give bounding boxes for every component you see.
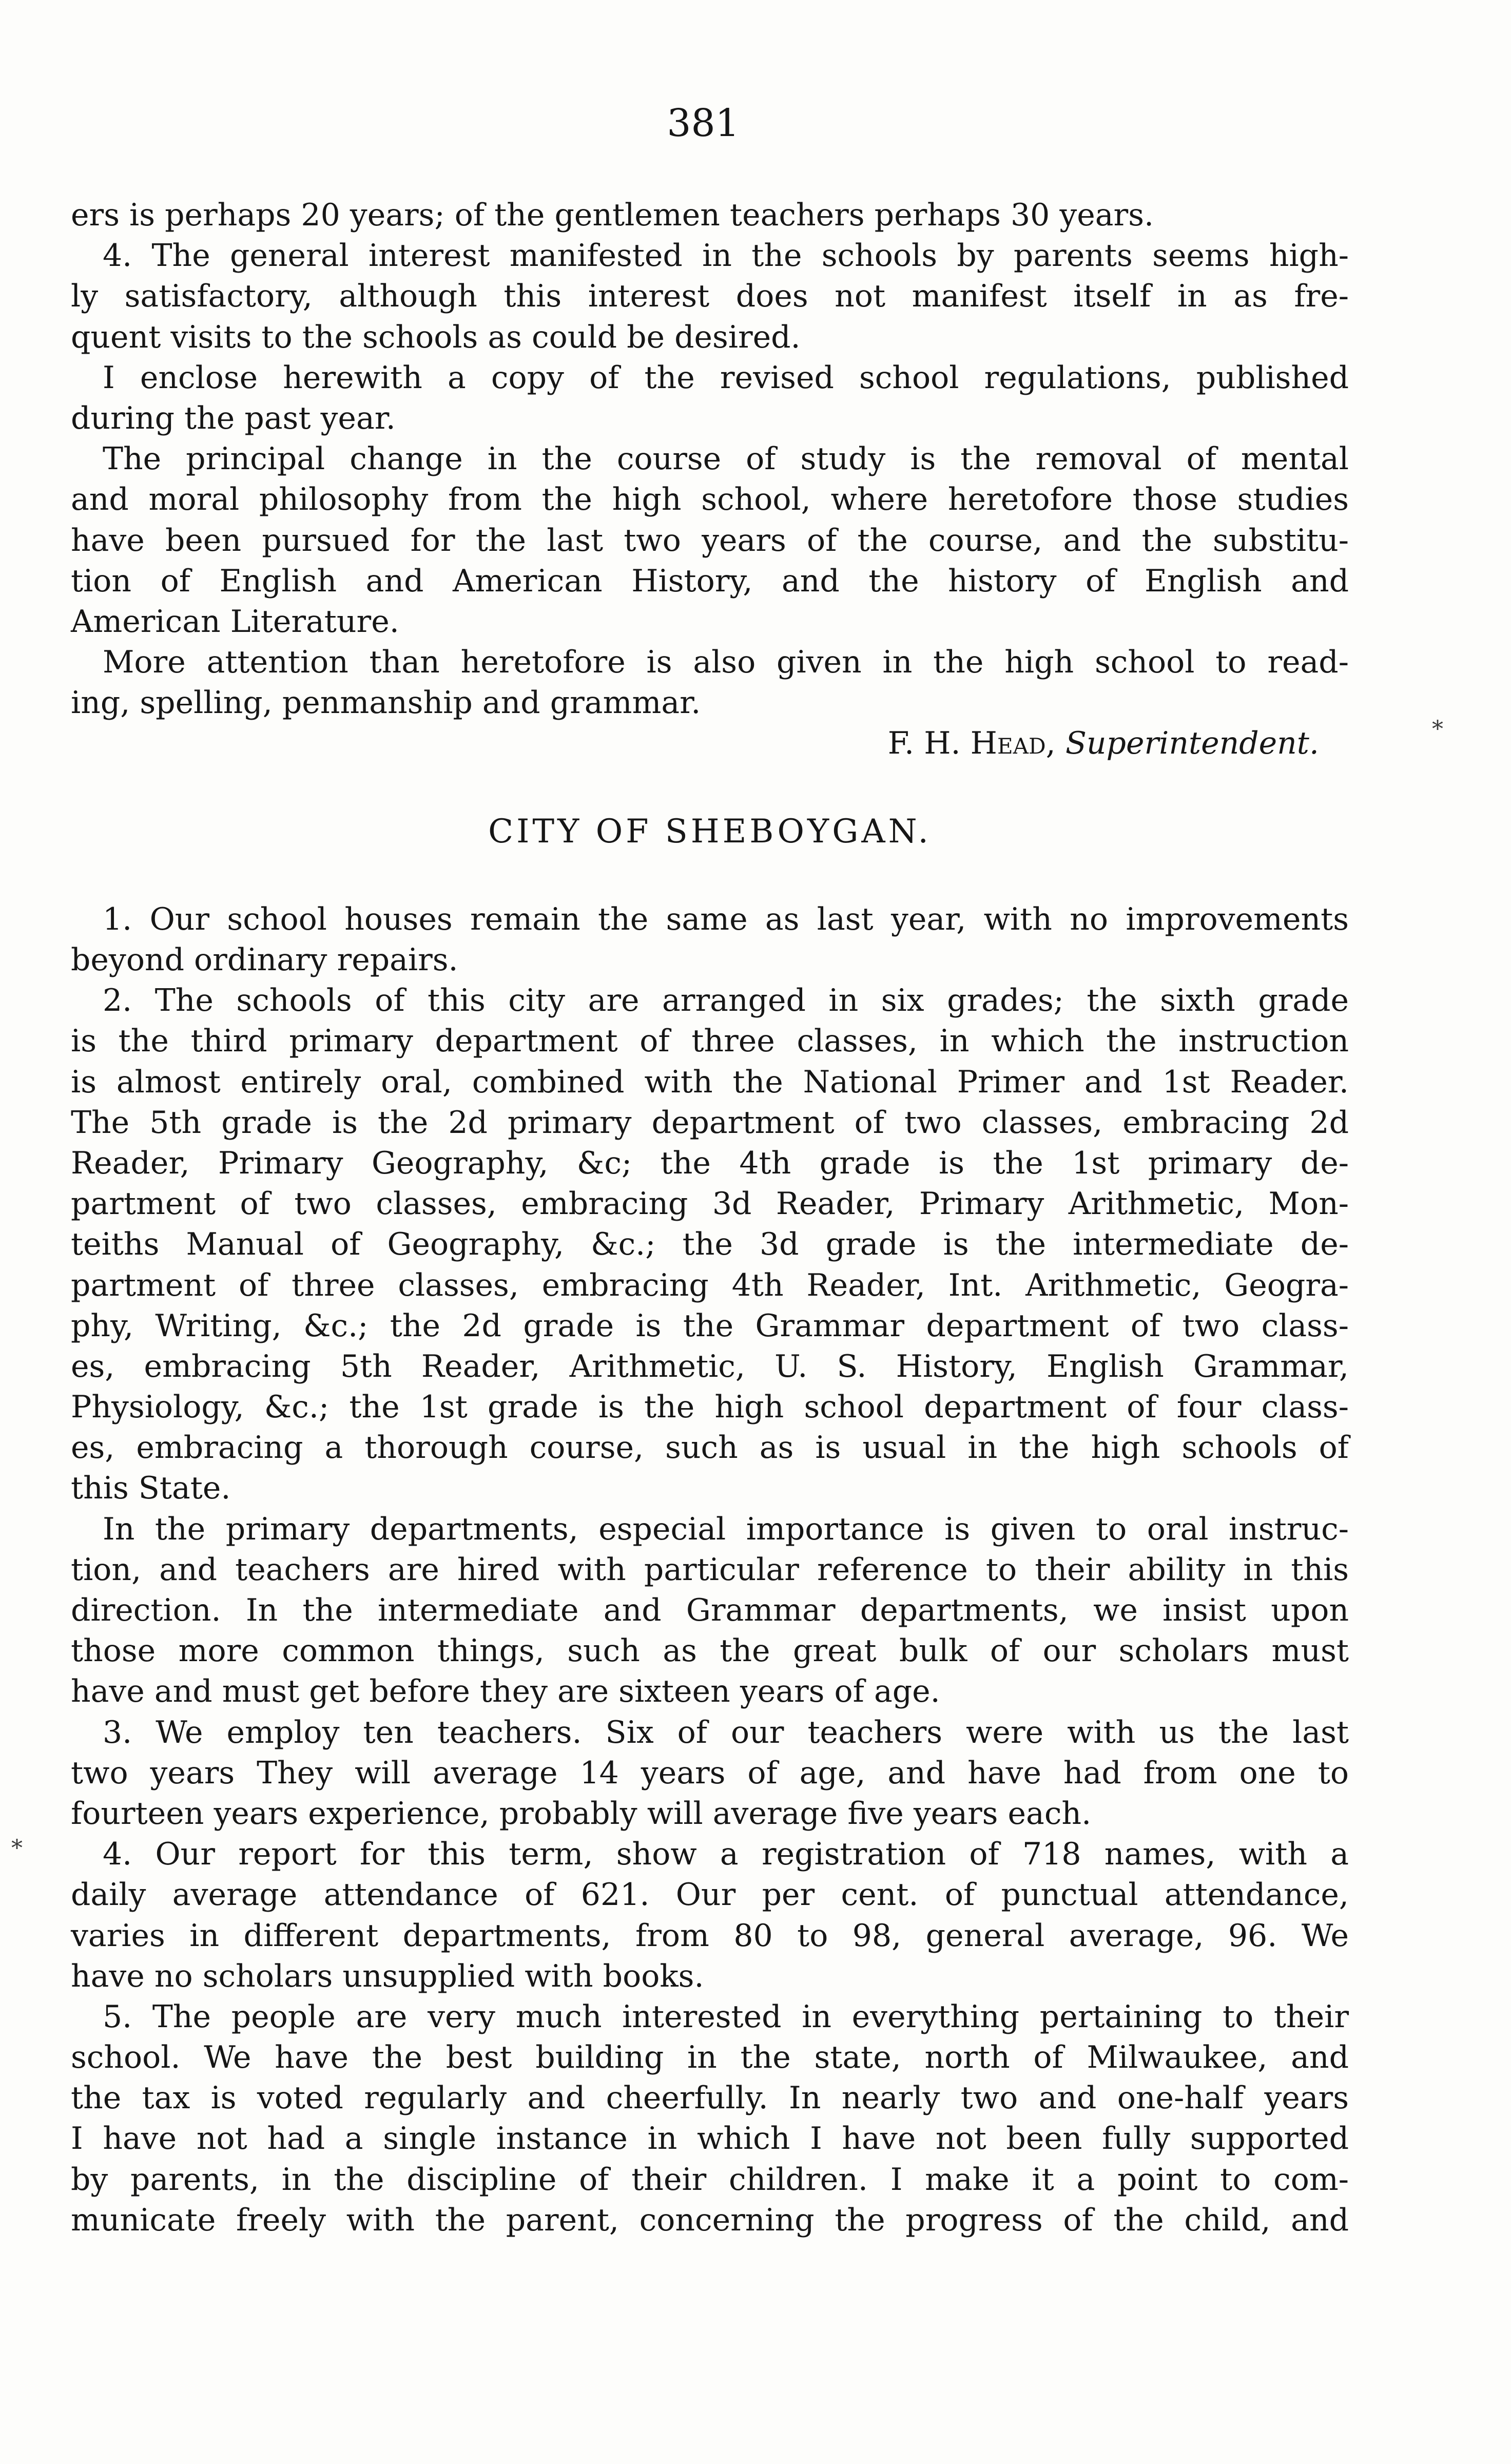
sheboygan-report — [71, 899, 1349, 2241]
paragraph — [71, 1997, 1349, 2241]
print-speck: * — [1432, 716, 1443, 742]
text-line: phy, Writing, &c.; the 2d grade is the Grammar department of two class- — [71, 1307, 1349, 1344]
text-line: have and must get before they are sixteen years of age. — [71, 1673, 940, 1710]
paragraph — [71, 642, 1349, 723]
text-line: 2. The schools of this city are arranged in six grades; the sixth grade — [103, 983, 1349, 1019]
text-line: by parents, in the discipline of their children. I make it a point to com- — [71, 2161, 1349, 2198]
text-line: daily average attendance of 621. Our per cent. of punctual attendance, — [71, 1877, 1349, 1913]
paragraph — [71, 1712, 1349, 1835]
text-line: I enclose herewith a copy of the revised school regulations, published — [103, 359, 1349, 396]
text-line: ly satisfactory, although this interest does not manifest itself in as fre- — [71, 278, 1349, 315]
signature-title: Superintendent. — [1065, 725, 1319, 762]
text-line: The 5th grade is the 2d primary department of two classes, embracing 2d — [71, 1104, 1349, 1141]
text-line: two years They will average 14 years of age, and have had from one to — [71, 1755, 1349, 1791]
text-line: 4. Our report for this term, show a registration of 718 names, with a — [103, 1836, 1349, 1873]
text-line: school. We have the best building in the state, north of Milwaukee, and — [71, 2039, 1349, 2076]
text-line: 4. The general interest manifested in the schools by parents seems high- — [103, 238, 1349, 274]
text-line: 3. We employ ten teachers. Six of our teachers were with us the last — [103, 1714, 1349, 1750]
text-line: I have not had a single instance in which I have not been fully supported — [71, 2121, 1349, 2157]
paragraph — [71, 439, 1349, 642]
text-line: More attention than heretofore is also given in the high school to read- — [103, 644, 1349, 681]
paragraph — [71, 980, 1349, 1509]
text-line: direction. In the intermediate and Grammar departments, we insist upon — [71, 1592, 1349, 1628]
text-line: fourteen years experience, probably will average five years each. — [71, 1795, 1092, 1832]
paragraph — [71, 358, 1349, 439]
text-line: during the past year. — [71, 400, 396, 436]
text-line: The principal change in the course of study is the removal of mental — [103, 441, 1349, 477]
text-line: es, embracing 5th Reader, Arithmetic, U. S. History, English Grammar, — [71, 1348, 1349, 1384]
paragraph — [71, 899, 1349, 980]
text-line: varies in different departments, from 80 to 98, general average, 96. We — [71, 1917, 1349, 1954]
text-line: American Literature. — [71, 603, 399, 640]
text-line: is the third primary department of three classes, in which the instruction — [71, 1023, 1349, 1060]
text-line: es, embracing a thorough course, such as is usual in the high schools of — [71, 1430, 1349, 1466]
text-line: partment of three classes, embracing 4th Reader, Int. Arithmetic, Geogra- — [71, 1267, 1349, 1303]
text-line: In the primary departments, especial importance is given to oral instruc- — [103, 1511, 1349, 1547]
text-line: Reader, Primary Geography, &c; the 4th grade is the 1st primary de- — [71, 1145, 1349, 1181]
text-line: Physiology, &c.; the 1st grade is the high school department of four class- — [71, 1389, 1349, 1426]
text-line: have no scholars unsupplied with books. — [71, 1958, 704, 1994]
signature-name: F. H. Head, — [887, 725, 1056, 762]
page-content — [71, 195, 1349, 2241]
text-line: ing, spelling, penmanship and grammar. — [71, 685, 701, 721]
text-line: 1. Our school houses remain the same as last year, with no improvements — [103, 901, 1349, 937]
paragraph — [71, 1834, 1349, 1997]
text-line: ers is perhaps 20 years; of the gentlemen teachers perhaps 30 years. — [71, 197, 1154, 233]
print-speck: * — [11, 1835, 23, 1861]
text-line: the tax is voted regularly and cheerfully. In nearly two and one-half years — [71, 2080, 1349, 2116]
signature — [71, 723, 1349, 764]
page-number: 381 — [667, 101, 740, 145]
text-line: those more common things, such as the great bulk of our scholars must — [71, 1633, 1349, 1669]
text-line: 5. The people are very much interested in everything pertaining to their — [103, 1998, 1349, 2035]
section-title: CITY OF SHEBOYGAN. — [488, 812, 932, 851]
text-line: this State. — [71, 1470, 231, 1507]
text-line: beyond ordinary repairs. — [71, 942, 458, 978]
paragraph — [71, 236, 1349, 358]
text-line: teiths Manual of Geography, &c.; the 3d grade is the intermediate de- — [71, 1226, 1349, 1263]
text-line: quent visits to the schools as could be desired. — [71, 319, 801, 355]
text-line: tion, and teachers are hired with particular reference to their ability in this — [71, 1551, 1349, 1588]
text-line: and moral philosophy from the high school, where heretofore those studies — [71, 482, 1349, 518]
text-line: tion of English and American History, and the history of English and — [71, 563, 1349, 599]
paragraph — [71, 195, 1349, 236]
text-line: partment of two classes, embracing 3d Reader, Primary Arithmetic, Mon- — [71, 1186, 1349, 1222]
text-line: is almost entirely oral, combined with the National Primer and 1st Reader. — [71, 1064, 1349, 1100]
paragraph — [71, 1509, 1349, 1712]
text-line: have been pursued for the last two years of the course, and the substitu- — [71, 522, 1349, 559]
text-line: municate freely with the parent, concerning the progress of the child, and — [71, 2202, 1349, 2238]
report-continuation — [71, 195, 1349, 723]
